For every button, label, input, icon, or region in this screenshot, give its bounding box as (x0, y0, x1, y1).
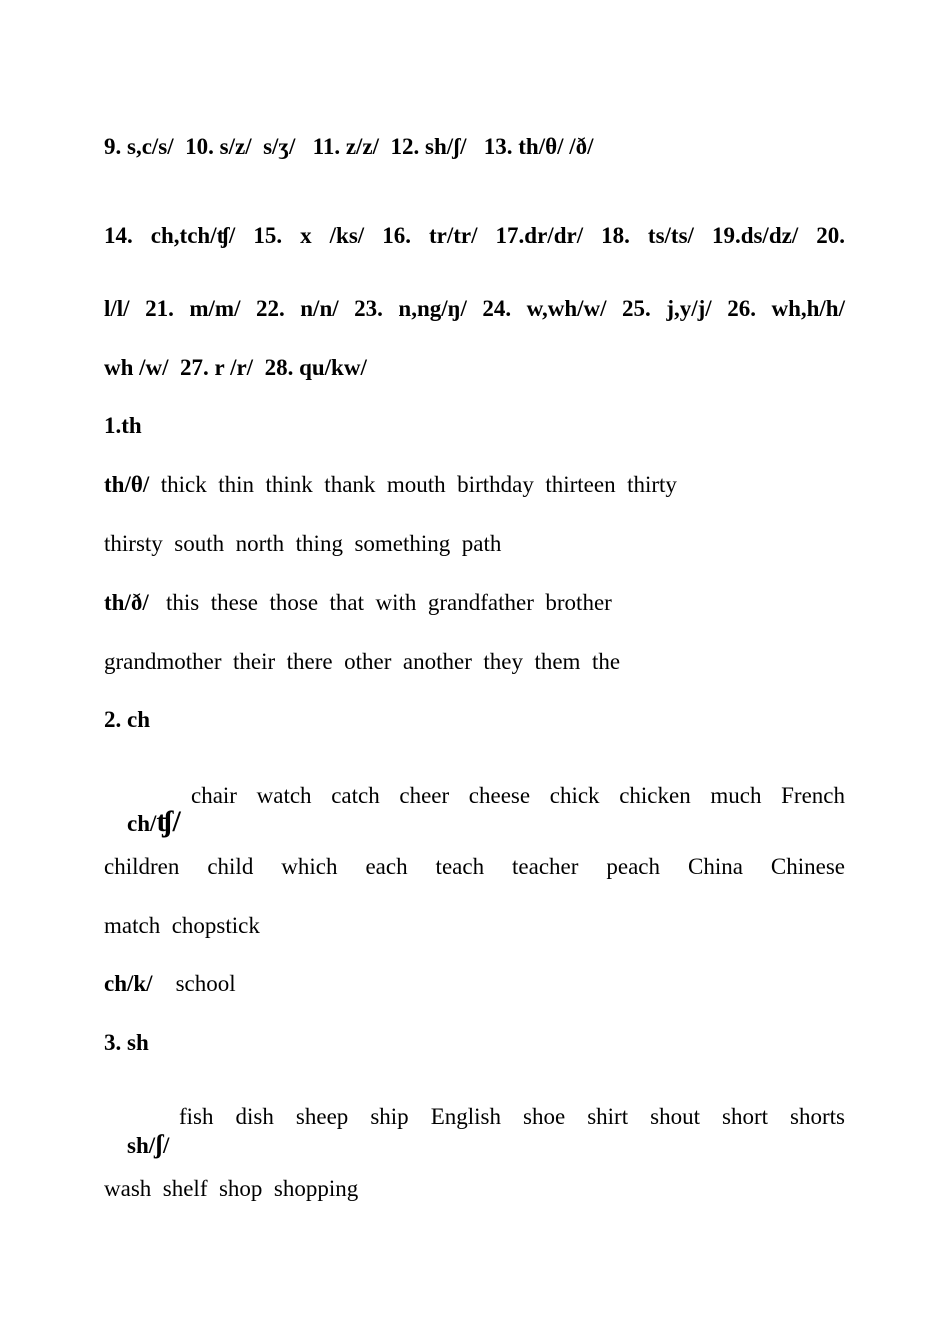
ch-tch-tag-suffix: / (172, 805, 181, 838)
section-heading-ch: 2. ch (104, 707, 150, 732)
section-heading-th: 1.th (104, 413, 142, 438)
sh-words-1: fish dish sheep ship English shoe shirt shout short shorts (179, 1104, 845, 1129)
ch-tch-words-3: match chopstick (104, 913, 260, 938)
phonics-list-line-2: 14. ch,tch/ʧ/ 15. x /ks/ 16. tr/tr/ 17.dr/dr/ 18. ts/ts/ 19.ds/dz/ 20. (104, 223, 845, 248)
th-theta-words-1: thick thin think thank mouth birthday thirteen thirty (149, 472, 677, 497)
th-eth-line-1 (104, 589, 612, 617)
ch-tch-tag (127, 805, 181, 838)
phonics-list-line-3: l/l/ 21. m/m/ 22. n/n/ 23. n,ng/ŋ/ 24. w,wh/w/ 25. j,y/j/ 26. wh,h/h/ (104, 296, 845, 321)
th-eth-tag: th/ð/ (104, 590, 149, 615)
ch-k-tag: ch/k/ (104, 971, 153, 996)
ch-k-words: school (152, 971, 236, 996)
sh-tag-prefix: sh/ (127, 1133, 156, 1158)
sh-tag-symbol: ʃ (155, 1130, 163, 1159)
ch-tch-tag-prefix: ch/ (127, 811, 157, 836)
ch-tch-words-2: children child which each teach teacher peach China Chinese (104, 854, 845, 879)
sh-tag (127, 1130, 170, 1159)
th-theta-line-1 (104, 471, 677, 499)
phonics-list-line-4: wh /w/ 27. r /r/ 28. qu/kw/ (104, 355, 367, 380)
phonics-list-line-1: 9. s,c/s/ 10. s/z/ s/ʒ/ 11. z/z/ 12. sh/ʃ/ 13. th/θ/ /ð/ (104, 134, 594, 159)
ch-tch-words-1: chair watch catch cheer cheese chick chicken much French (191, 783, 845, 808)
th-theta-words-2: thirsty south north thing something path (104, 531, 502, 556)
ch-tch-tag-symbol: ʧ (156, 805, 173, 838)
ch-k-line (104, 970, 236, 998)
sh-tag-suffix: / (163, 1133, 170, 1158)
section-heading-sh: 3. sh (104, 1030, 149, 1055)
sh-words-2: wash shelf shop shopping (104, 1176, 359, 1201)
th-eth-words-1: this these those that with grandfather brother (148, 590, 612, 615)
th-theta-tag: th/θ/ (104, 472, 150, 497)
th-eth-words-2: grandmother their there other another they them the (104, 649, 621, 674)
